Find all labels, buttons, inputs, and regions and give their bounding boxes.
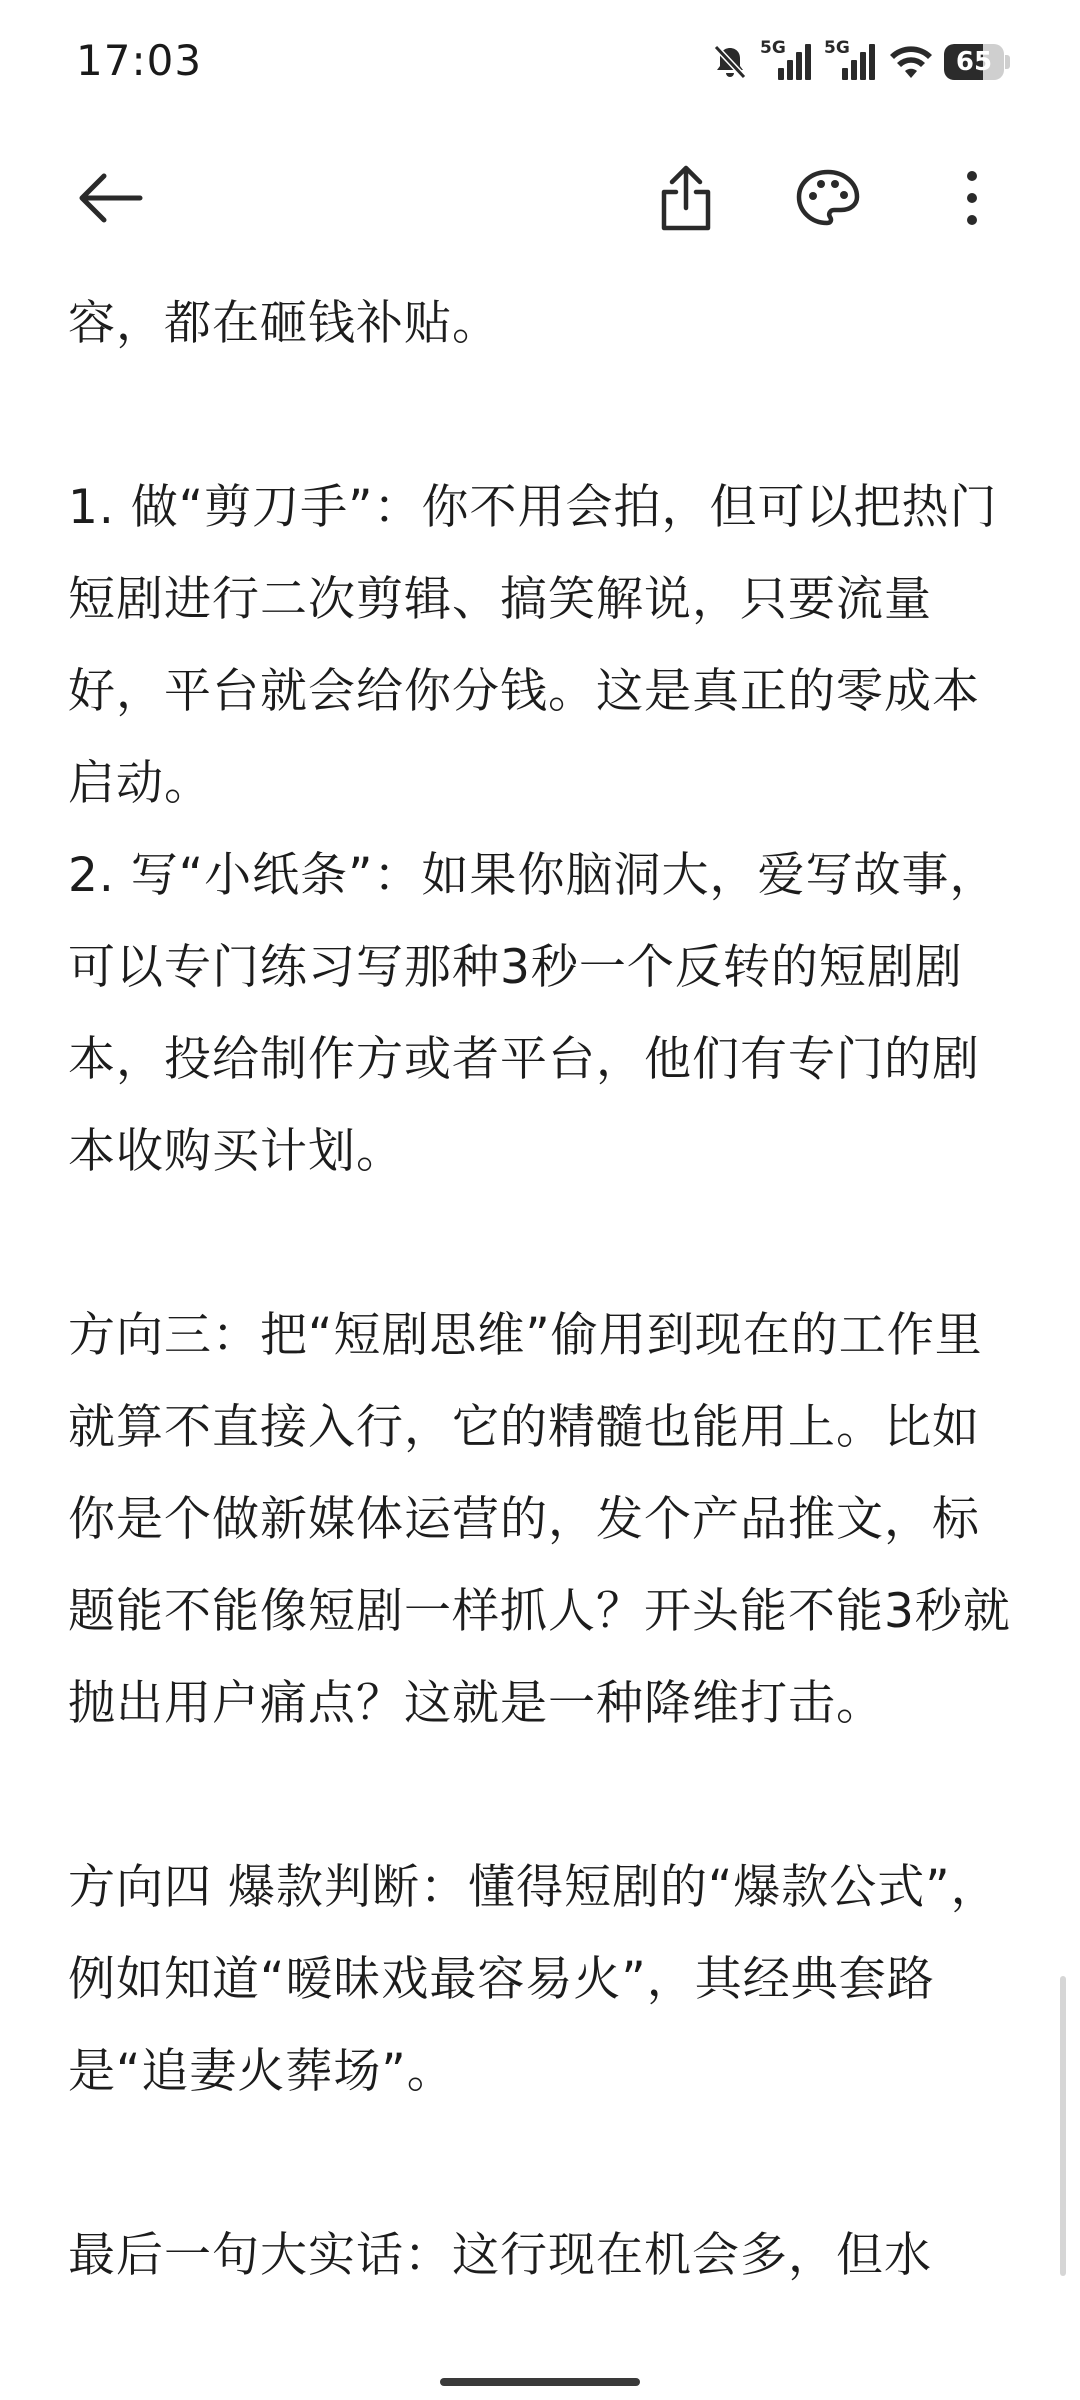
paragraph: 方向四 爆款判断：懂得短剧的“爆款公式”，例如知道“暧昧戏最容易火”，其经典套路是“追妻火葬场”。: [68, 1860, 999, 2099]
top-toolbar: [0, 140, 1080, 260]
paragraph: 方向三：把“短剧思维”偷用到现在的工作里就算不直接入行，它的精髓也能用上。比如你是个做新媒体运营的，发个产品推文，标题能不能像短剧一样抓人？开头能不能3秒就抛出用户痛点？这就是一种降维打击。: [68, 1308, 1011, 1731]
paragraph-spacer: [68, 1198, 1018, 1290]
status-time: 17:03: [76, 36, 203, 85]
paragraph: 最后一句大实话：这行现在机会多，但水: [68, 2228, 932, 2283]
paragraph: 2. 写“小纸条”：如果你脑洞大，爱写故事，可以专门练习写那种3秒一个反转的短剧剧本，投给制作方或者平台，他们有专门的剧本收购买计划。: [68, 848, 998, 1179]
signal-5g-label: 5G: [824, 38, 850, 58]
share-icon: [656, 162, 716, 238]
battery-icon: [944, 44, 1010, 80]
share-button[interactable]: [626, 140, 746, 260]
mute-bell-icon: [710, 42, 750, 82]
more-vertical-icon: [964, 168, 980, 232]
status-bar: [0, 0, 1080, 120]
more-options-button[interactable]: [912, 140, 1032, 260]
paragraph-spacer: [68, 1750, 1018, 1842]
paragraph: 1. 做“剪刀手”：你不用会拍，但可以把热门短剧进行二次剪辑、搞笑解说，只要流量好，平台就会给你分钱。这是真正的零成本启动。: [68, 480, 998, 811]
theme-button[interactable]: [768, 140, 888, 260]
wifi-icon: [888, 42, 934, 82]
scroll-indicator[interactable]: [1060, 1976, 1066, 2276]
palette-icon: [795, 168, 861, 232]
paragraph-spacer: [68, 2118, 1018, 2210]
signal-5g-icon: [760, 40, 814, 84]
paragraph: 容，都在砸钱补贴。: [68, 296, 500, 351]
gesture-navigation-bar[interactable]: [440, 2378, 640, 2386]
battery-level: 65: [955, 47, 993, 77]
paragraph-spacer: [68, 370, 1018, 462]
signal-5g-icon: [824, 40, 878, 84]
arrow-left-icon: [76, 172, 144, 228]
signal-5g-label: 5G: [760, 38, 786, 58]
status-icons: [710, 40, 1010, 84]
back-button[interactable]: [50, 140, 170, 260]
article-content: [68, 278, 1018, 2302]
